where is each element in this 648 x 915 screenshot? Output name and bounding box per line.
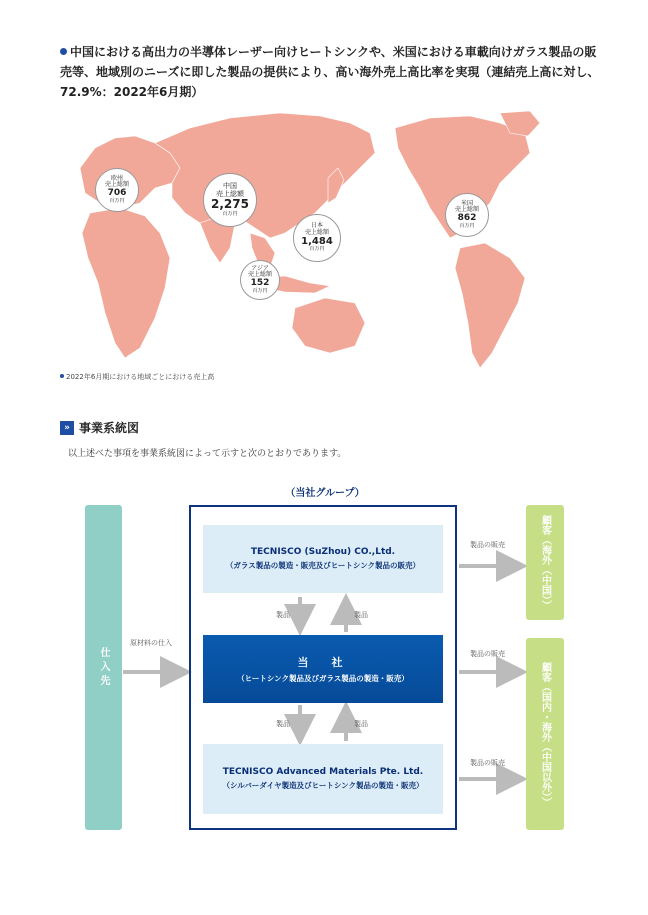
chevron-right-icon: » bbox=[60, 421, 74, 435]
sales-label: 製品の販売 bbox=[470, 650, 505, 658]
region-bubble-china: 中国 売上総額 2,275 百万円 bbox=[203, 173, 257, 227]
section-description: 以上述べた事項を事業系統図によって示すと次のとおりであります。 bbox=[68, 449, 347, 459]
region-bubble-japan: 日本 売上総額 1,484 百万円 bbox=[293, 214, 341, 262]
supplier-box: 仕入先 bbox=[85, 505, 122, 830]
entity-suzhou: TECNISCO (SuZhou) CO.,Ltd. （ガラス製品の製造・販売及びヒートシンク製品の販売） bbox=[203, 525, 443, 593]
entity-company: 当 社 （ヒートシンク製品及びガラス製品の製造・販売） bbox=[203, 635, 443, 703]
raw-material-label: 原材料の仕入 bbox=[130, 639, 172, 647]
product-label: 製品 bbox=[354, 720, 368, 728]
sales-label: 製品の販売 bbox=[470, 541, 505, 549]
sales-label: 製品の販売 bbox=[470, 759, 505, 767]
entity-advanced-materials: TECNISCO Advanced Materials Pte. Ltd. （シルバーダイヤ製造及びヒートシンク製品の製造・販売） bbox=[203, 744, 443, 814]
region-bubble-usa: 米国 売上総額 862 百万円 bbox=[445, 193, 489, 237]
section-title: » 事業系統図 bbox=[60, 419, 139, 436]
product-label: 製品 bbox=[354, 611, 368, 619]
region-bubble-asia: アジア 売上総額 152 百万円 bbox=[240, 260, 280, 300]
map-footnote: 2022年6月期における地域ごとにおける売上高 bbox=[60, 372, 214, 382]
product-label: 製品 bbox=[276, 720, 290, 728]
intro-paragraph: 中国における高出力の半導体レーザー向けヒートシンクや、米国における車載向けガラス製品の販売等、地域別のニーズに即した製品の提供により、高い海外売上高比率を実現（連結売上高に対し、72.9%：2022年6月期） bbox=[60, 45, 600, 99]
group-title: （当社グループ） bbox=[285, 488, 365, 499]
customer-domestic-overseas: 顧客（国内・海外（中国以外）） bbox=[526, 638, 564, 830]
region-bubble-europe: 欧州 売上総額 706 百万円 bbox=[95, 168, 139, 212]
customer-overseas-china: 顧客（海外（中国）） bbox=[526, 505, 564, 620]
product-label: 製品 bbox=[276, 611, 290, 619]
